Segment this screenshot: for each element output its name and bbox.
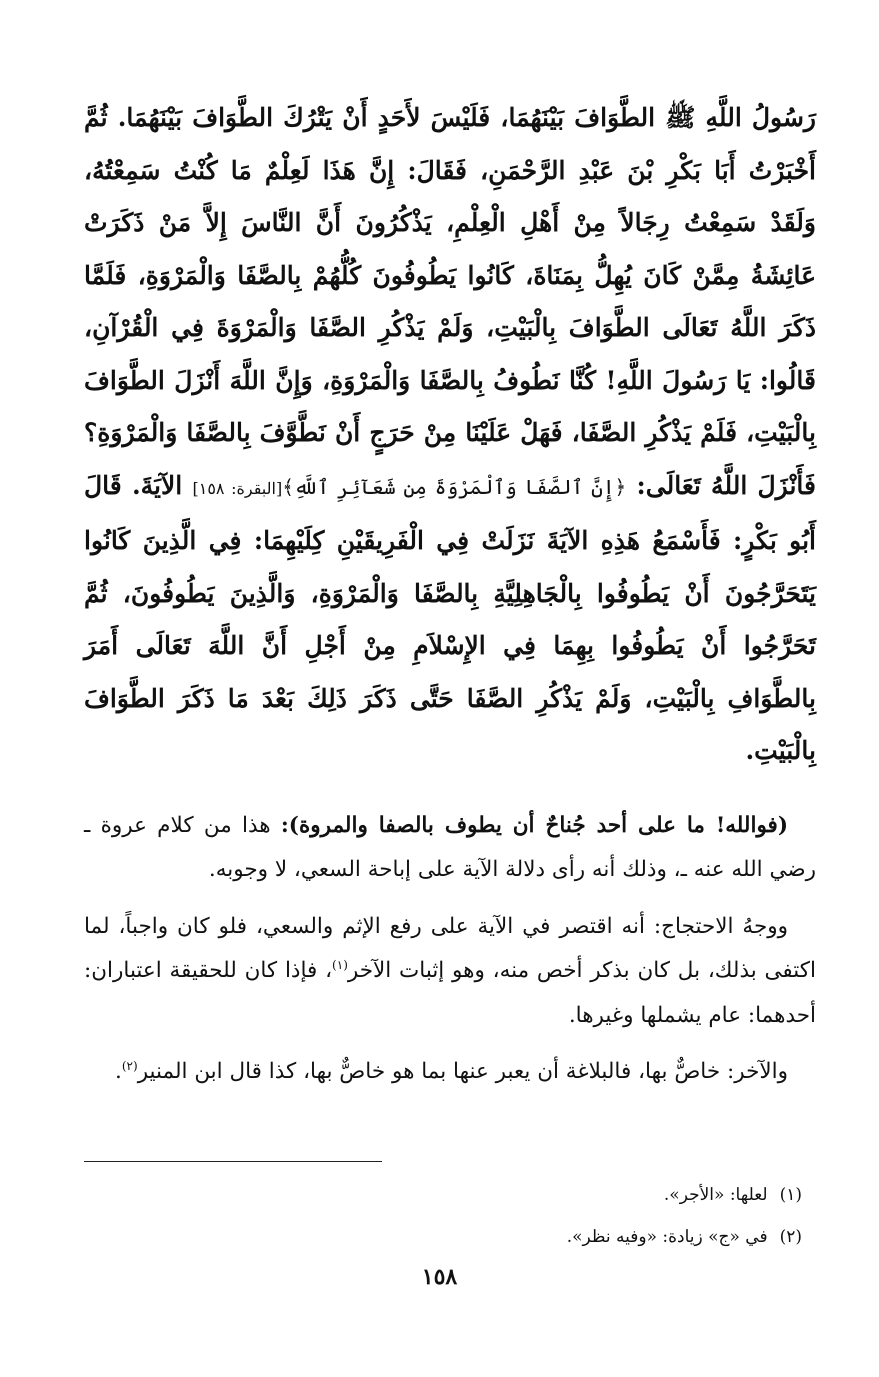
- footnote-2: [162, 1216, 802, 1258]
- commentary-1-body: هذا من كلام عروة ـ رضي الله عنه ـ، وذلك أنه رأى دلالة الآية على إباحة السعي، لا وجوبه.: [84, 812, 816, 882]
- hadith-text: [84, 92, 816, 778]
- footnote-2-number: (٢): [779, 1227, 802, 1247]
- hadith-part-2: الآيَةَ. قَالَ أَبُو بَكْرٍ: فَأَسْمَعُ هَذِهِ الآيَةَ نَزَلَتْ فِي الْفَرِيقَيْنِ كِلَيْهِمَا: فِي الَّذِينَ كَانُوا يَتَحَرَّجُونَ أَنْ يَطُوفُوا بِالْجَاهِلِيَّةِ بِالصَّفَا وَالْمَرْوَةِ، وَالَّذِينَ يَطُوفُونَ، ثُمَّ تَحَرَّجُوا أَنْ يَطُوفُوا بِهِمَا فِي الإِسْلاَمِ مِنْ أَجْلِ أَنَّ اللَّهَ تَعَالَى أَمَرَ بِالطَّوَافِ بِالْبَيْتِ، وَلَمْ يَذْكُرِ الصَّفَا حَتَّى ذَكَرَ ذَلِكَ بَعْدَ مَا ذَكَرَ الطَّوَافَ بِالْبَيْتِ.: [84, 470, 816, 765]
- quran-verse: ﴿إِنَّ ٱلصَّفَا وَٱلْمَرْوَةَ مِن شَعَآئِرِ ٱللَّهِ﴾: [282, 474, 627, 499]
- commentary-2-body: ووجهُ الاحتجاج: أنه اقتصر في الآية على رفع الإثم والسعي، فلو كان واجباً، لما اكتفى بذلك، بل كان بذكر أخص منه، وهو إثبات الآخر: [84, 913, 816, 983]
- commentary-paragraph-1: [84, 804, 816, 893]
- footnote-1-text: لعلها: «الأجر».: [663, 1185, 768, 1205]
- commentary-3-body: والآخر: خاصٌّ بها، فالبلاغة أن يعبر عنها بما هو خاصٌّ بها، كذا قال ابن المنير: [137, 1059, 788, 1084]
- commentary-2-tail: ، فإذا كان للحقيقة اعتباران: أحدهما: عام يشملها وغيرها.: [84, 958, 816, 1028]
- commentary-1-lead: (فوالله! ما على أحد جُناحٌ أن يطوف بالصفا والمروة):: [280, 812, 788, 838]
- commentary-paragraph-3: [84, 1050, 816, 1095]
- footnotes: [162, 1174, 802, 1258]
- footnote-2-text: في «ج» زيادة: «وفيه نظر».: [566, 1227, 768, 1247]
- footnote-ref-2[interactable]: (٢): [121, 1058, 138, 1073]
- footnote-separator: [84, 1161, 382, 1162]
- footnote-1-number: (١): [779, 1185, 802, 1205]
- commentary-3-tail: .: [115, 1059, 122, 1084]
- commentary-paragraph-2: [84, 905, 816, 1039]
- hadith-part-1: رَسُولُ اللَّهِ ﷺ الطَّوَافَ بَيْنَهُمَا، فَلَيْسَ لأَحَدٍ أَنْ يَتْرُكَ الطَّوَافَ بَيْنَهُمَا. ثُمَّ أَخْبَرْتُ أَبَا بَكْرِ بْنَ عَبْدِ الرَّحْمَنِ، فَقَالَ: إِنَّ هَذَا لَعِلْمٌ مَا كُنْتُ سَمِعْتُهُ، وَلَقَدْ سَمِعْتُ رِجَالاً مِنْ أَهْلِ الْعِلْمِ، يَذْكُرُونَ أَنَّ النَّاسَ إِلاَّ مَنْ ذَكَرَتْ عَائِشَةُ مِمَّنْ كَانَ يُهِلُّ بِمَنَاةَ، كَانُوا يَطُوفُونَ كُلُّهُمْ بِالصَّفَا وَالْمَرْوَةِ، فَلَمَّا ذَكَرَ اللَّهُ تَعَالَى الطَّوَافَ بِالْبَيْتِ، وَلَمْ يَذْكُرِ الصَّفَا وَالْمَرْوَةَ فِي الْقُرْآنِ، قَالُوا: يَا رَسُولَ اللَّهِ! كُنَّا نَطُوفُ بِالصَّفَا وَالْمَرْوَةِ، وَإِنَّ اللَّهَ أَنْزَلَ الطَّوَافَ بِالْبَيْتِ، فَلَمْ يَذْكُرِ الصَّفَا، فَهَلْ عَلَيْنَا مِنْ حَرَجٍ أَنْ نَطَّوَّفَ بِالصَّفَا وَالْمَرْوَةِ؟ فَأَنْزَلَ اللَّهُ تَعَالَى:: [84, 103, 817, 500]
- quran-reference: [البقرة: ١٥٨]: [192, 478, 283, 498]
- book-page: [84, 92, 816, 1322]
- footnote-ref-1[interactable]: (١): [332, 957, 348, 972]
- footnote-1: [162, 1174, 802, 1216]
- page-number: ١٥٨: [421, 1264, 458, 1290]
